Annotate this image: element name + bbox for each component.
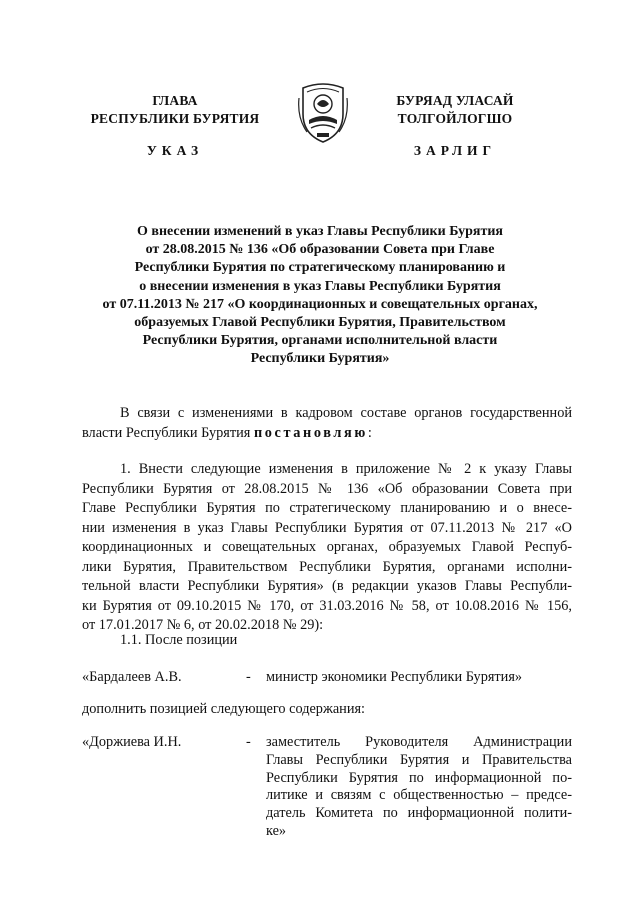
supplement-text: дополнить позицией следующего содержания: [82,701,366,717]
new-position-role-line: Республики Бурятия по информационной по- [266,769,572,786]
new-position-role [266,734,572,841]
item-1-line: 1. Внести следующие изменения в приложение № 2 к указу Главы [120,461,572,477]
position-after-dash: - [246,669,251,685]
title-line: Республики Бурятия» [250,351,390,367]
item-1-line: лики Бурятия, Правительством Республики Бурятия, органами исполни- [82,558,572,575]
issuer-right-line1: БУРЯАД УЛАСАЙ [396,93,514,108]
title-line: от 28.08.2015 № 136 «Об образовании Совета при Главе [145,242,495,258]
preamble-line2 [82,424,572,444]
doc-type-right: ЗАРЛИГ [413,143,497,158]
item-1-line: координационных и совещательных органах, образуемых Главой Респуб- [82,539,572,555]
document-title [70,223,570,369]
issuer-right [360,92,550,128]
item-1-line: от 17.01.2017 № 6, от 20.02.2018 № 29): [82,617,324,633]
issuer-left-line1: ГЛАВА [152,93,198,108]
issuer-left [80,92,270,128]
new-position-role-line: заместитель Руководителя Администрации [266,734,572,750]
preamble [82,404,572,443]
item-1-line: Республики Бурятия от 28.08.2015 № 136 «Об образовании Совета при [82,480,572,497]
item-1-line: ки Бурятия от 09.10.2015 № 170, от 31.03.2016 № 58, от 10.08.2016 № 156, [82,597,572,614]
new-position-role-line: датель Комитета по информационной полити- [266,805,572,822]
item-1-line: Главе Республики Бурятия по стратегическому планированию и о внесе- [82,500,572,516]
title-line: О внесении изменений в указ Главы Республики Бурятия [137,224,503,239]
preamble-line1: В связи с изменениями в кадровом составе органов государственной [120,405,572,421]
title-line: о внесении изменения в указ Главы Республики Бурятия [139,278,501,294]
new-position-name: «Доржиева И.Н. [82,734,182,750]
title-line: образуемых Главой Республики Бурятия, Правительством [134,315,506,331]
preamble-line2-text: власти Республики Бурятия [82,424,254,441]
decree-keyword: постановляю [253,424,368,441]
title-line: от 07.11.2013 № 217 «О координационных и совещательных органах, [102,296,538,312]
new-position-role-line: Главы Республики Бурятия и Правительства [266,751,572,768]
issuer-left-line2: РЕСПУБЛИКИ БУРЯТИЯ [90,111,260,126]
issuer-right-line2: ТОЛГОЙЛОГШО [397,111,513,126]
title-line: Республики Бурятия по стратегическому планированию и [134,260,506,276]
item-1-1-heading: 1.1. После позиции [120,632,238,648]
item-1-line: нии изменения в указ Главы Республики Бурятия от 07.11.2013 № 217 «О [82,519,572,536]
new-position-role-line: литике и связям с общественностью – предсе- [266,787,572,804]
doc-type-left: УКАЗ [146,143,204,158]
item-1-line: тельной власти Республики Бурятия» (в редакции указов Главы Республи- [82,578,572,594]
position-after-name: «Бардалеев А.В. [82,669,182,685]
title-line: Республики Бурятия, органами исполнительной власти [142,333,498,349]
item-1-paragraph [82,460,572,636]
preamble-line2-suffix: : [367,424,372,441]
position-after-role: министр экономики Республики Бурятия» [266,669,523,685]
new-position-dash: - [246,734,251,750]
new-position-role-line: ке» [266,822,287,839]
coat-of-arms-icon [295,78,351,144]
